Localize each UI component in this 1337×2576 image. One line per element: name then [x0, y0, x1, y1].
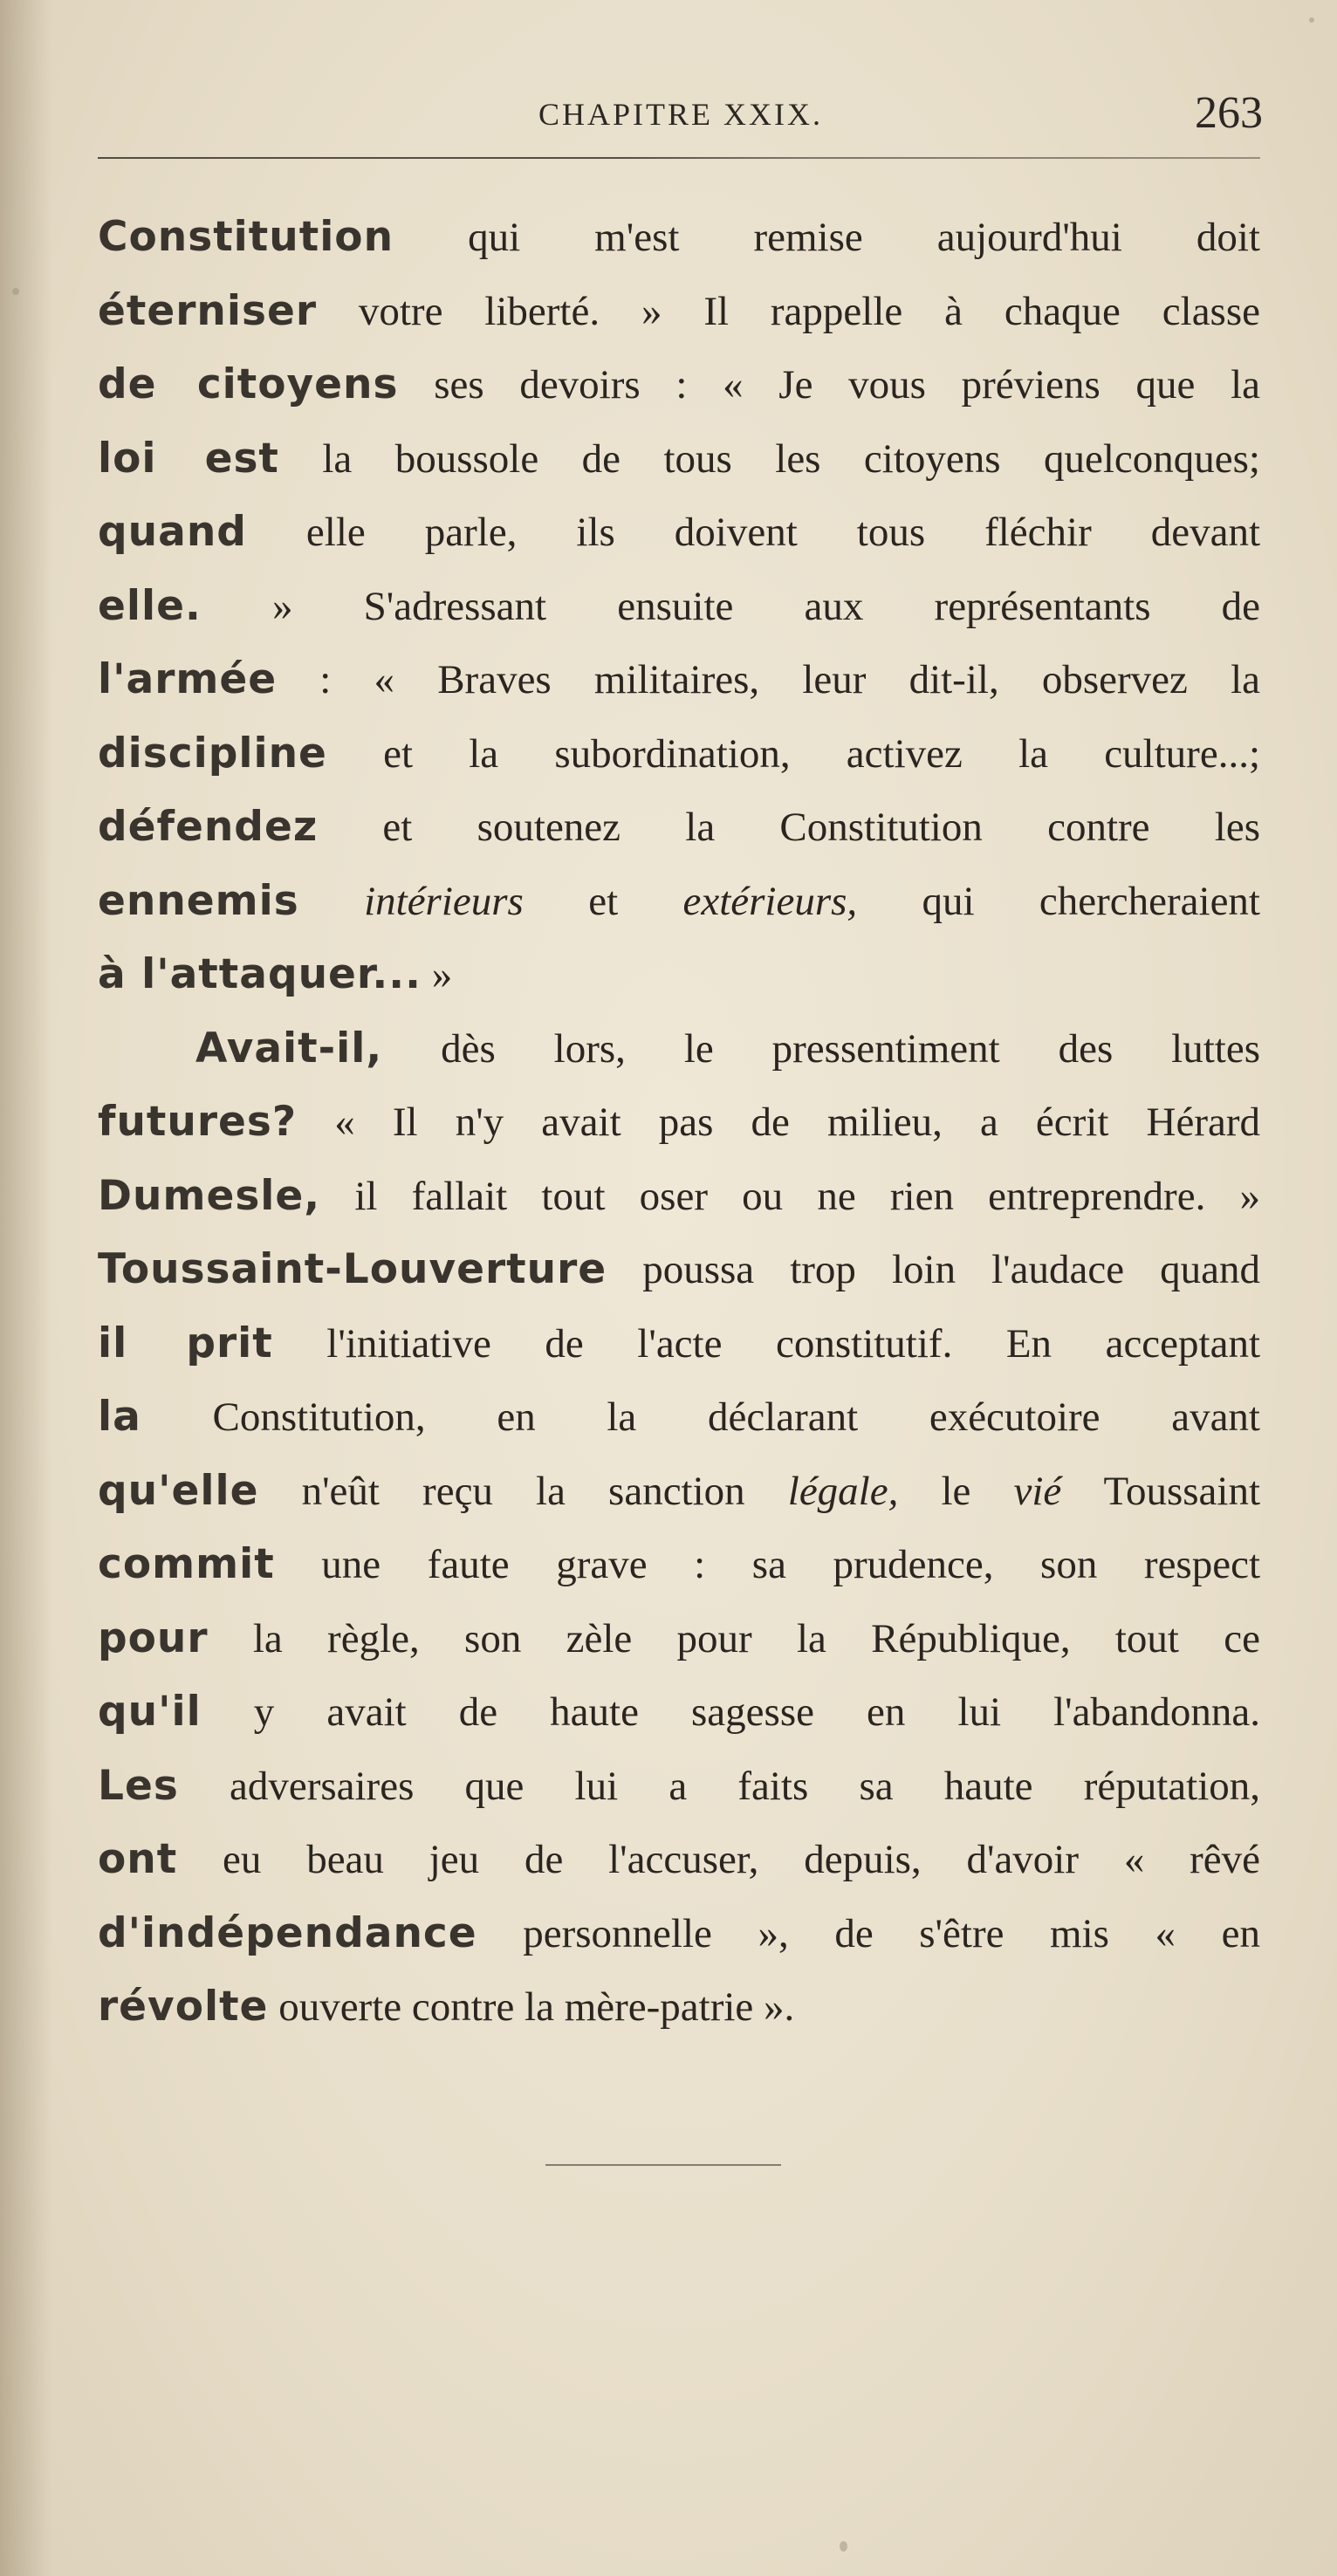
- text-line: loi est la boussole de tous les citoyens quelconques;: [98, 434, 1260, 483]
- text-line: ont eu beau jeu de l'accuser, depuis, d'avoir « rêvé: [98, 1835, 1260, 1883]
- text-line: il prit l'initiative de l'acte constitutif. En acceptant: [98, 1319, 1260, 1367]
- text-line: la Constitution, en la déclarant exécutoire avant: [98, 1393, 1260, 1441]
- text-line: Les adversaires que lui a faits sa haute réputation,: [98, 1761, 1260, 1810]
- text-line: ennemis intérieurs et extérieurs, qui chercheraient: [98, 876, 1260, 925]
- paper-speck: [1309, 17, 1314, 23]
- text-line: qu'elle n'eût reçu la sanction légale, le vié Toussaint: [98, 1466, 1260, 1515]
- gutter-shadow: [0, 0, 52, 2576]
- text-line: à l'attaquer... »: [98, 950, 453, 998]
- body-text: [98, 201, 1260, 2045]
- text-line: commit une faute grave : sa prudence, son respect: [98, 1540, 1260, 1588]
- text-line: Constitution qui m'est remise aujourd'hui doit: [98, 213, 1260, 261]
- text-line: quand elle parle, ils doivent tous fléchir devant: [98, 508, 1260, 556]
- text-line: l'armée : « Braves militaires, leur dit-il, observez la: [98, 655, 1260, 703]
- text-line: Avait-il, dès lors, le pressentiment des luttes: [195, 1024, 1260, 1072]
- page-number: 263: [1195, 88, 1263, 138]
- text-line: Dumesle, il fallait tout oser ou ne rien entreprendre. »: [98, 1171, 1260, 1220]
- text-line: Toussaint-Louverture poussa trop loin l'audace quand: [98, 1245, 1260, 1293]
- text-line: elle. » S'adressant ensuite aux représentants de: [98, 581, 1260, 630]
- text-line: défendez et soutenez la Constitution contre les: [98, 803, 1260, 851]
- text-line: d'indépendance personnelle », de s'être mis « en: [98, 1908, 1260, 1957]
- text-line: qu'il y avait de haute sagesse en lui l'abandonna.: [98, 1688, 1260, 1736]
- running-head: [98, 87, 1263, 140]
- paper-speck: [12, 288, 19, 295]
- text-line: de citoyens ses devoirs : « Je vous préviens que la: [98, 360, 1260, 408]
- paper-speck: [840, 2541, 847, 2552]
- text-line: révolte ouverte contre la mère-patrie ».: [98, 1983, 795, 2031]
- text-line: pour la règle, son zèle pour la République, tout ce: [98, 1613, 1260, 1662]
- chapter-title: CHAPITRE XXIX.: [538, 97, 823, 132]
- end-rule: [545, 2164, 781, 2166]
- text-line: discipline et la subordination, activez la culture...;: [98, 729, 1260, 778]
- text-line: futures? « Il n'y avait pas de milieu, a écrit Hérard: [98, 1098, 1260, 1146]
- text-line: éterniser votre liberté. » Il rappelle à chaque classe: [98, 286, 1260, 335]
- header-rule: [98, 157, 1260, 159]
